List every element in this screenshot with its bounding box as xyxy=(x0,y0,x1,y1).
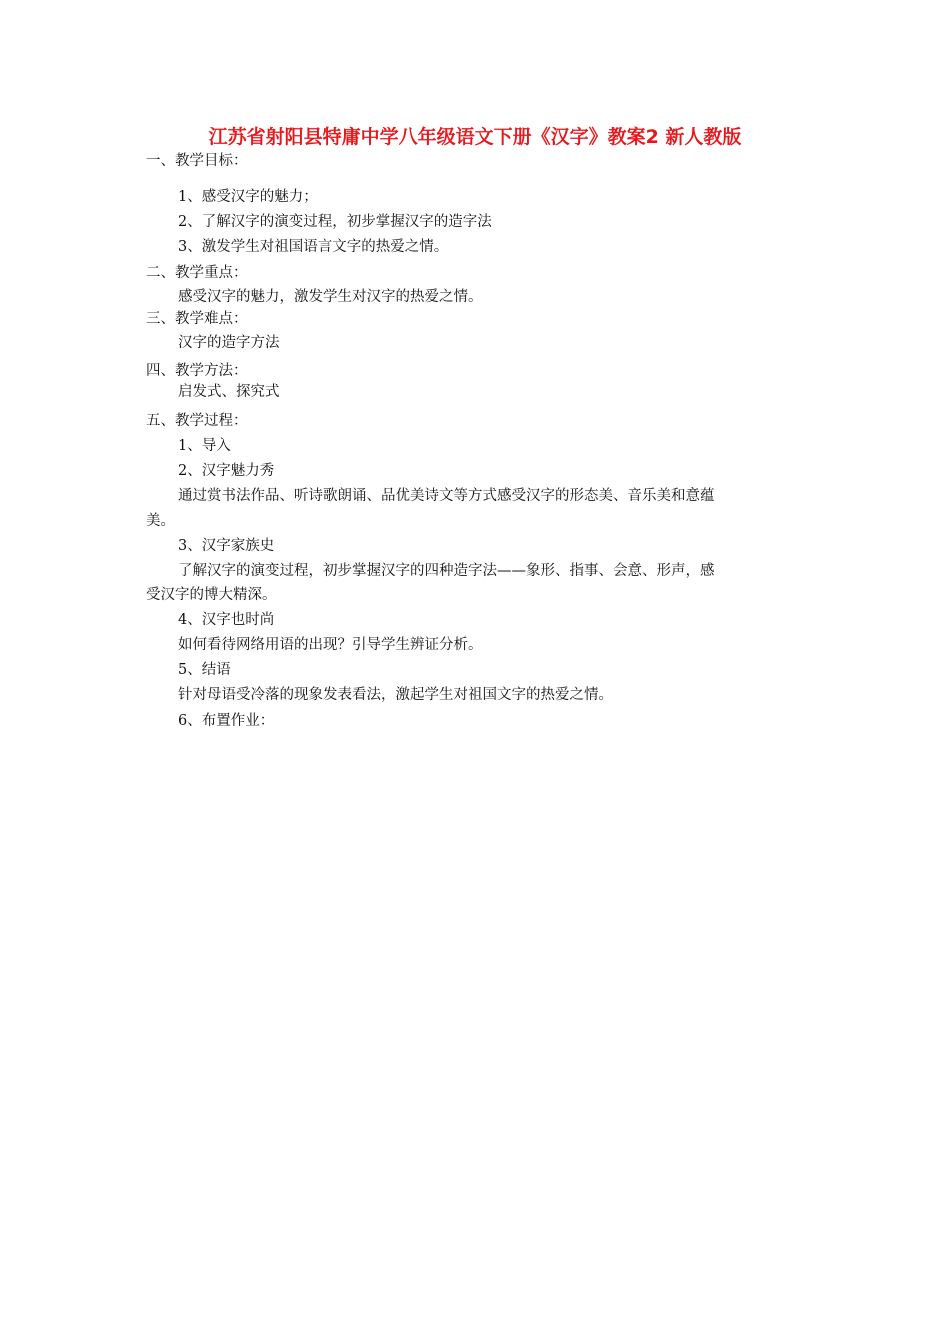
section-heading-methods: 四、教学方法： xyxy=(146,363,248,379)
section-heading-process: 五、教学过程： xyxy=(146,413,248,429)
process-step-3-text-cont: 受汉字的博大精深。 xyxy=(146,587,277,603)
process-step-1: 1、导入 xyxy=(178,438,231,454)
section-heading-difficulties: 三、教学难点： xyxy=(146,311,248,327)
process-step-6: 6、布置作业： xyxy=(178,713,275,729)
process-step-3-text: 了解汉字的演变过程，初步掌握汉字的四种造字法——象形、指事、会意、形声，感 xyxy=(178,563,715,579)
section-heading-key-points: 二、教学重点： xyxy=(146,265,248,281)
difficulties-text: 汉字的造字方法 xyxy=(178,335,280,351)
key-points-text: 感受汉字的魅力，激发学生对汉字的热爱之情。 xyxy=(178,289,483,305)
process-step-4: 4、汉字也时尚 xyxy=(178,612,275,628)
process-step-5: 5、结语 xyxy=(178,662,231,678)
section-heading-objectives: 一、教学目标： xyxy=(146,153,248,169)
process-step-2: 2、汉字魅力秀 xyxy=(178,463,275,479)
methods-text: 启发式、探究式 xyxy=(178,384,280,400)
objective-item-2: 2、了解汉字的演变过程，初步掌握汉字的造字法 xyxy=(178,214,492,230)
process-step-4-text: 如何看待网络用语的出现？引导学生辨证分析。 xyxy=(178,637,483,653)
process-step-3: 3、汉字家族史 xyxy=(178,538,275,554)
process-step-2-text-cont: 美。 xyxy=(146,513,175,529)
objective-item-3: 3、激发学生对祖国语言文字的热爱之情。 xyxy=(178,239,449,255)
objective-item-1: 1、感受汉字的魅力； xyxy=(178,189,318,205)
document-title: 江苏省射阳县特庸中学八年级语文下册《汉字》教案2 新人教版 xyxy=(208,126,742,148)
process-step-2-text: 通过赏书法作品、听诗歌朗诵、品优美诗文等方式感受汉字的形态美、音乐美和意蕴 xyxy=(178,488,715,504)
process-step-5-text: 针对母语受冷落的现象发表看法，激起学生对祖国文字的热爱之情。 xyxy=(178,687,613,703)
